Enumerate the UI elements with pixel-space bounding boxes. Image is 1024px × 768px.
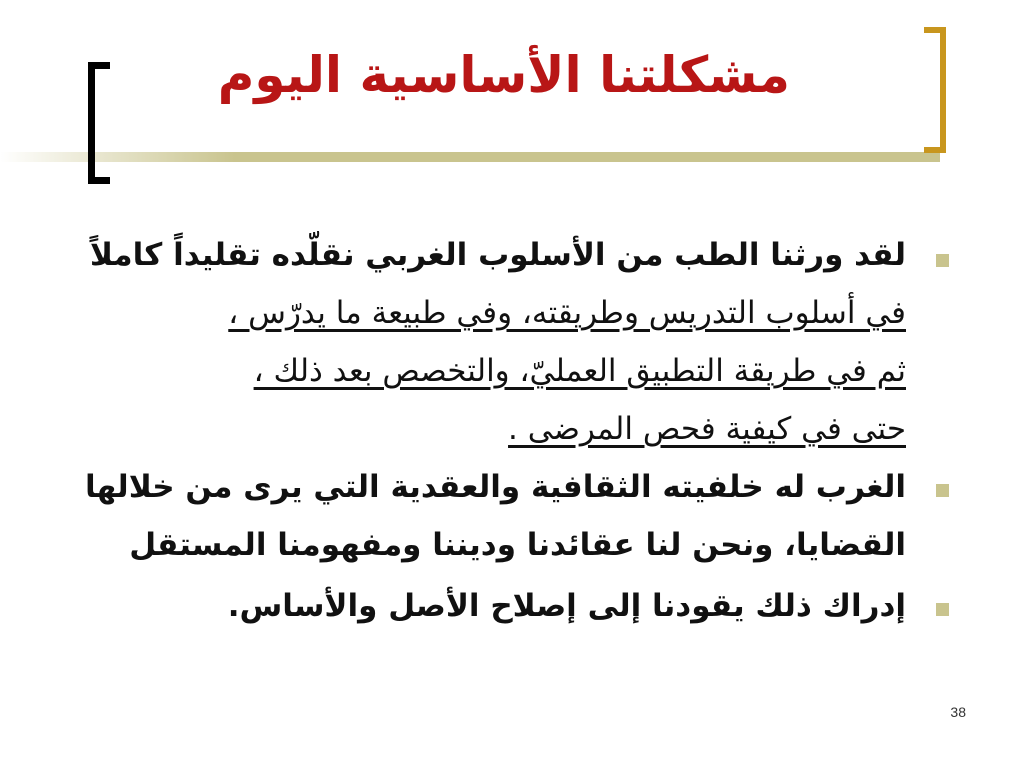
- bullet-line: ثم في طريقة التطبيق العمليّ، والتخصص بعد ذلك ،: [253, 353, 906, 389]
- page-number: 38: [950, 704, 966, 720]
- title-underline: [0, 152, 940, 162]
- right-bracket-decoration: [924, 27, 946, 153]
- bullet-line: لقد ورثنا الطب من الأسلوب الغربي نقلّده تقليداً كاملاً: [89, 237, 906, 273]
- bullet-square-icon: [932, 250, 952, 270]
- bullet-line: إدراك ذلك يقودنا إلى إصلاح الأصل والأساس.: [227, 588, 906, 624]
- bullet-line: حتى في كيفية فحص المرضى .: [508, 411, 906, 447]
- bullet-line: في أسلوب التدريس وطريقته، وفي طبيعة ما يدرّس ،: [228, 295, 906, 331]
- left-bracket-decoration: [88, 62, 110, 184]
- bullet-line: القضايا، ونحن لنا عقائدنا وديننا ومفهومنا المستقل: [129, 527, 906, 563]
- bullet-text: [106, 577, 906, 635]
- bullet-square-icon: [932, 480, 952, 500]
- bullet-line: الغرب له خلفيته الثقافية والعقدية التي يرى من خلالها: [84, 469, 906, 505]
- bullet-text: [84, 458, 906, 574]
- bullet-text: [89, 226, 906, 458]
- bullet-list: [0, 226, 1024, 646]
- bullet-square-icon: [932, 599, 952, 619]
- slide-title: مشكلتنا الأساسية اليوم: [217, 46, 790, 104]
